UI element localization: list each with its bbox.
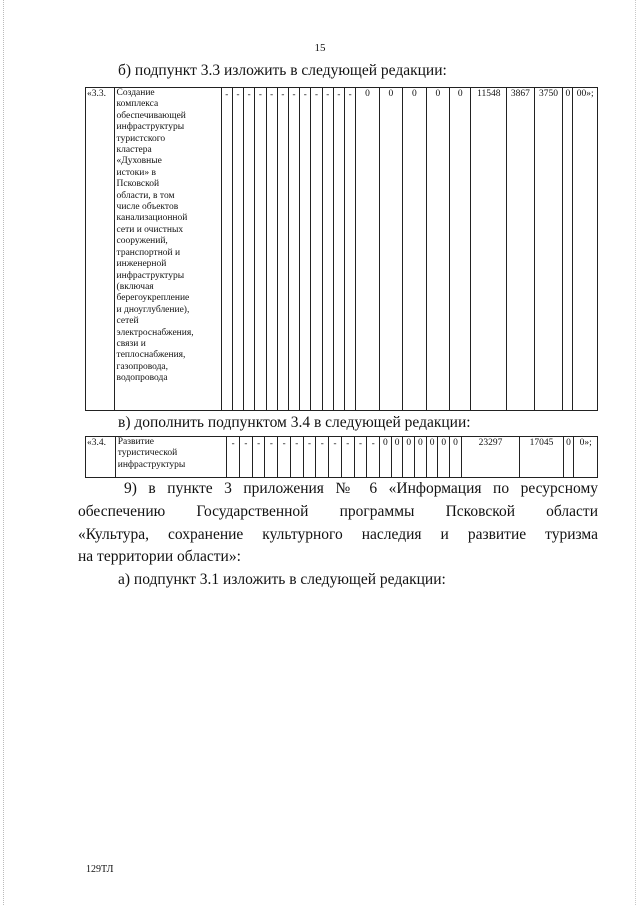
row-number: «3.3. — [86, 88, 115, 411]
value-cell: 0»; — [574, 437, 598, 478]
dash-cell: - — [265, 437, 278, 478]
row-name-line: канализационной — [116, 213, 188, 224]
row-name-line: водопровода — [116, 373, 168, 384]
dash-cell: - — [290, 437, 303, 478]
row-name — [114, 88, 221, 411]
row-name-line: берегоукрепление — [116, 293, 190, 304]
row-name-line: Развитие — [117, 437, 155, 447]
paragraph-a: а) подпункт 3.1 изложить в следующей редакции: — [118, 571, 446, 588]
paragraph-9-line-2: обеспечению Государственной программы Псковской области — [78, 503, 598, 520]
row-name-line: истоки» в — [116, 167, 156, 178]
value-cell: 17045 — [520, 437, 564, 478]
document-code: 129ТЛ — [86, 864, 114, 875]
dash-cell: - — [322, 88, 333, 411]
row-name-line: инфраструктуры — [116, 122, 185, 133]
row-name-line: комплекса — [116, 99, 159, 110]
row-name-line: инженерной — [116, 259, 167, 270]
row-name-text — [117, 88, 221, 385]
zero-cell: 0 — [356, 88, 379, 411]
dash-cell: - — [288, 88, 299, 411]
zero-cell: 0 — [379, 88, 402, 411]
value-cell: 3750 — [534, 88, 563, 411]
page-number: 15 — [314, 42, 326, 54]
row-name-line: связи и — [116, 338, 146, 349]
value-cell: 0 — [563, 88, 573, 411]
zero-cell: 0 — [450, 88, 471, 411]
dash-cell: - — [266, 88, 277, 411]
value-cell: 23297 — [461, 437, 519, 478]
row-name-line: сетей — [116, 316, 139, 327]
dash-cell: - — [252, 437, 265, 478]
page-edge-right — [635, 0, 636, 905]
value-cell: 11548 — [471, 88, 507, 411]
row-name-line: (включая — [116, 281, 154, 292]
dash-cell: - — [300, 88, 311, 411]
paragraph-b: б) подпункт 3.3 изложить в следующей редакции: — [118, 62, 447, 79]
dash-cell: - — [232, 88, 243, 411]
row-name-line: инфраструктуры — [117, 459, 186, 470]
dash-cell: - — [367, 437, 380, 478]
zero-cell: 0 — [391, 437, 403, 478]
row-name-line: туристической — [117, 448, 178, 459]
row-name — [115, 437, 227, 478]
dash-cell: - — [354, 437, 367, 478]
row-name-line: Создание — [116, 88, 155, 98]
zero-cell: 0 — [415, 437, 427, 478]
row-name-line: газопровода, — [116, 361, 169, 372]
zero-cell: 0 — [438, 437, 450, 478]
paragraph-9-line-1: 9) в пункте 3 приложения № 6 «Информация по ресурсному — [124, 480, 598, 497]
row-name-text — [118, 437, 227, 471]
zero-cell: 0 — [450, 437, 462, 478]
value-cell: 0 — [563, 437, 574, 478]
row-name-line: Псковской — [116, 179, 160, 190]
row-name-line: области, в том — [116, 190, 175, 201]
zero-cell: 0 — [380, 437, 392, 478]
dash-cell: - — [341, 437, 354, 478]
zero-cell: 0 — [403, 88, 426, 411]
row-number: «3.4. — [86, 437, 116, 478]
table-subitem-3-4 — [85, 436, 598, 478]
dash-cell: - — [316, 437, 329, 478]
dash-cell: - — [244, 88, 255, 411]
value-cell: 00»; — [573, 88, 598, 411]
zero-cell: 0 — [426, 88, 449, 411]
row-name-line: сооружений, — [116, 236, 168, 247]
dash-cell: - — [277, 88, 288, 411]
dash-cell: - — [221, 88, 232, 411]
dash-cell: - — [311, 88, 322, 411]
dash-cell: - — [303, 437, 316, 478]
row-name-line: инфраструктуры — [116, 270, 185, 281]
value-cell: 3867 — [507, 88, 535, 411]
row-name-line: транспортной и — [116, 247, 181, 258]
row-name-line: кластера — [116, 145, 152, 156]
dash-cell: - — [278, 437, 291, 478]
row-name-line: сети и очистных — [116, 224, 184, 235]
paragraph-9-line-4: на территории области»: — [78, 548, 241, 565]
zero-cell: 0 — [426, 437, 438, 478]
dash-cell: - — [329, 437, 342, 478]
table-subitem-3-3 — [85, 87, 598, 411]
dash-cell: - — [255, 88, 266, 411]
row-name-line: электроснабжения, — [116, 327, 194, 338]
paragraph-v: в) дополнить подпунктом 3.4 в следующей редакции: — [118, 414, 471, 431]
page-edge-left — [3, 0, 4, 905]
row-name-line: обеспечивающей — [116, 110, 186, 121]
row-name-line: и дноуглубление), — [116, 304, 190, 315]
zero-cell: 0 — [403, 437, 415, 478]
row-name-line: «Духовные — [116, 156, 162, 167]
row-name-line: туристского — [116, 133, 166, 144]
dash-cell: - — [345, 88, 356, 411]
dash-cell: - — [227, 437, 240, 478]
dash-cell: - — [240, 437, 253, 478]
row-name-line: числе объектов — [116, 202, 179, 213]
row-name-line: теплоснабжения, — [116, 350, 186, 361]
paragraph-9-line-3: «Культура, сохранение культурного наследия и развитие туризма — [78, 526, 598, 543]
dash-cell: - — [333, 88, 344, 411]
